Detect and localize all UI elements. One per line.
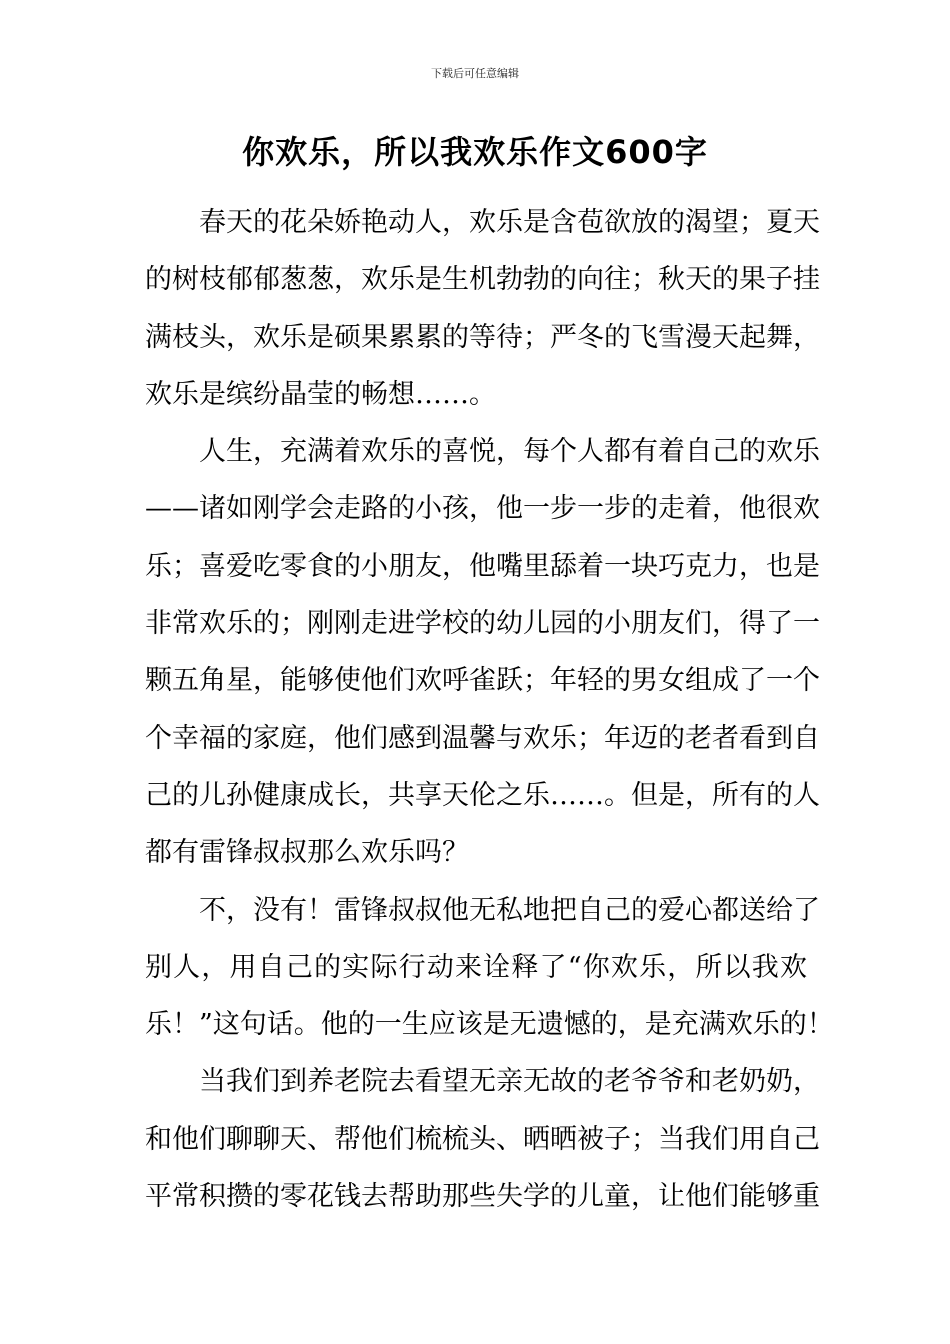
paragraph-line: 的树枝郁郁葱葱，欢乐是生机勃勃的向往；秋天的果子挂 bbox=[145, 264, 820, 296]
paragraph-line: 己的儿孙健康成长，共享天伦之乐……。但是，所有的人 bbox=[145, 779, 820, 811]
paragraph-line: 欢乐是缤纷晶莹的畅想……。 bbox=[145, 378, 496, 410]
paragraph-line: 和他们聊聊天、帮他们梳梳头、晒晒被子；当我们用自己 bbox=[145, 1123, 820, 1155]
paragraph-line: 春天的花朵娇艳动人，欢乐是含苞欲放的渴望；夏天 bbox=[199, 207, 820, 238]
paragraph-line: 乐！”这句话。他的一生应该是无遗憾的，是充满欢乐的！ bbox=[145, 1009, 834, 1041]
document-body bbox=[145, 194, 834, 1225]
paragraph-line: 不，没有！雷锋叔叔他无私地把自己的爱心都送给了 bbox=[199, 894, 820, 926]
paragraph-line: 颗五角星，能够使他们欢呼雀跃；年轻的男女组成了一个 bbox=[145, 665, 820, 697]
paragraph-line: 都有雷锋叔叔那么欢乐吗？ bbox=[145, 837, 469, 869]
paragraph-line: 平常积攒的零花钱去帮助那些失学的儿童，让他们能够重 bbox=[145, 1181, 820, 1213]
paragraph-1 bbox=[145, 194, 820, 423]
paragraph-4 bbox=[145, 1053, 820, 1225]
paragraph-line: 满枝头，欢乐是硕果累累的等待；严冬的飞雪漫天起舞， bbox=[145, 321, 820, 353]
paragraph-2 bbox=[145, 423, 820, 881]
paragraph-line: ——诸如刚学会走路的小孩，他一步一步的走着，他很欢 bbox=[145, 493, 820, 525]
paragraph-line: 当我们到养老院去看望无亲无故的老爷爷和老奶奶， bbox=[199, 1066, 820, 1098]
paragraph-line: 非常欢乐的；刚刚走进学校的幼儿园的小朋友们，得了一 bbox=[145, 608, 820, 640]
paragraph-line: 个幸福的家庭，他们感到温馨与欢乐；年迈的老者看到自 bbox=[145, 722, 820, 754]
page-header-note: 下载后可任意编辑 bbox=[431, 67, 519, 80]
paragraph-3 bbox=[145, 882, 834, 1054]
paragraph-line: 乐；喜爱吃零食的小朋友，他嘴里舔着一块巧克力，也是 bbox=[145, 550, 820, 582]
paragraph-line: 别人，用自己的实际行动来诠释了“你欢乐，所以我欢 bbox=[145, 951, 807, 983]
paragraph-line: 人生，充满着欢乐的喜悦，每个人都有着自己的欢乐 bbox=[199, 436, 820, 468]
document-title: 你欢乐，所以我欢乐作文600字 bbox=[242, 133, 708, 171]
